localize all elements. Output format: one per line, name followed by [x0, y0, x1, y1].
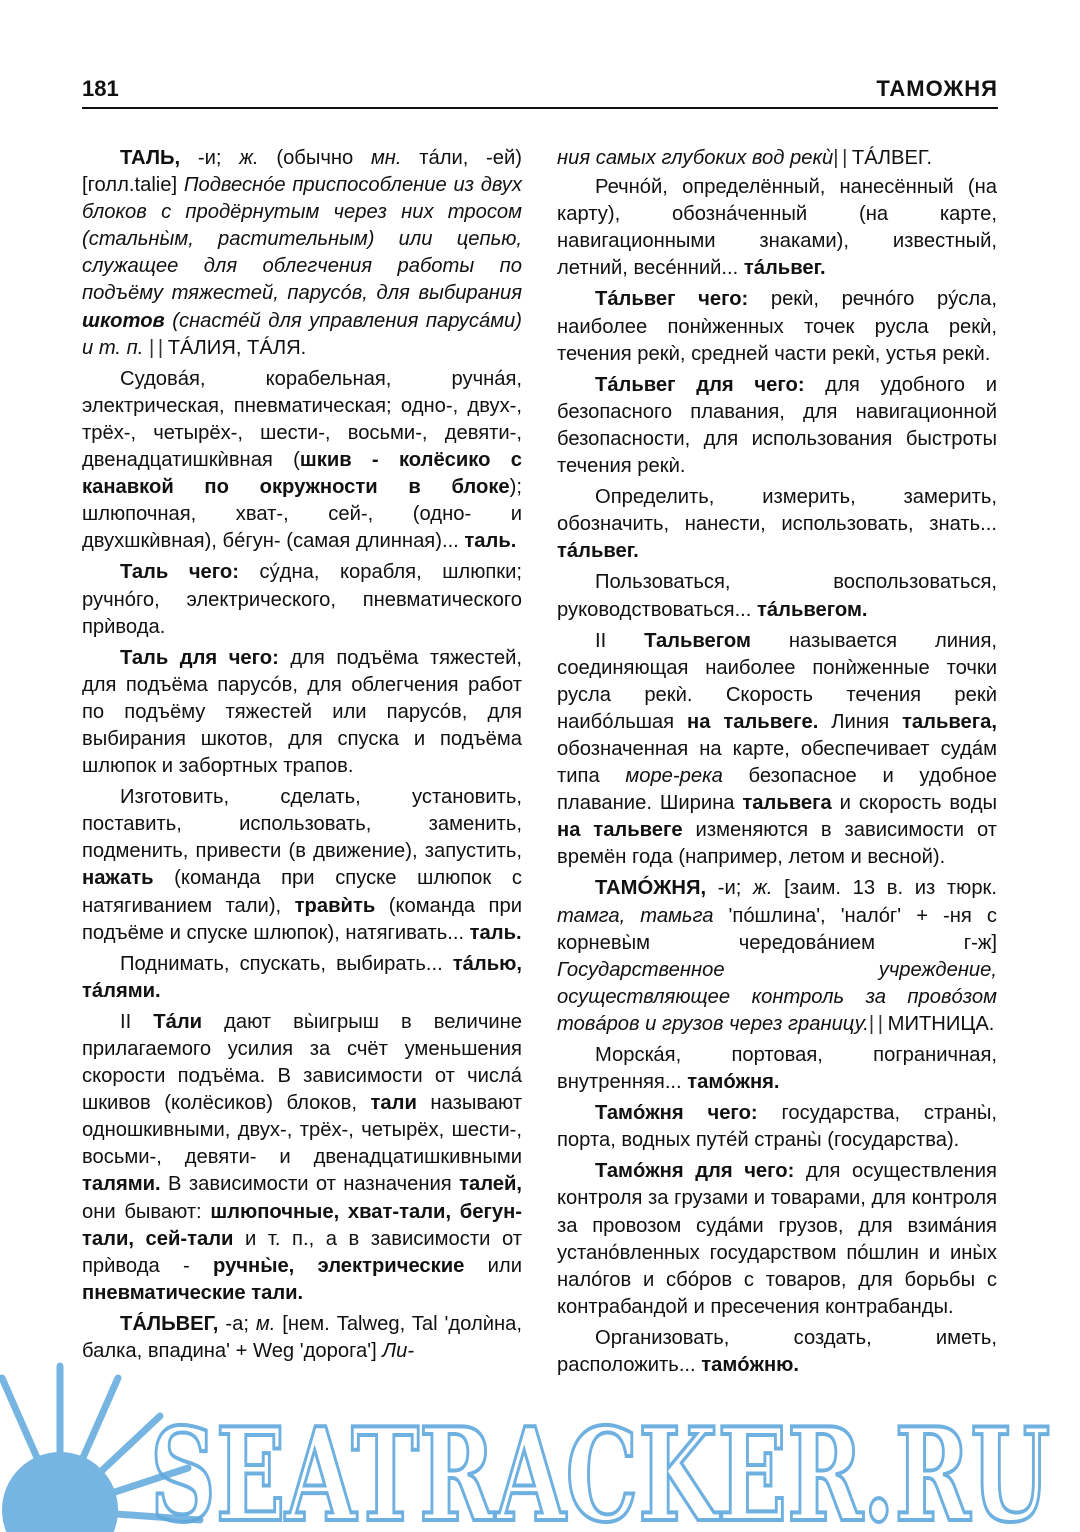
page-number: 181	[82, 76, 119, 101]
separator-mark: | |	[833, 147, 847, 169]
left-column	[82, 145, 522, 1365]
running-title: ТАМОЖНЯ	[876, 76, 998, 101]
talveg-adjectives: Речнóй, определённый, нанесённый (на карту), обознáченный (на карте, навигационными знаками), известный, летний, весéнний... тáльвег.	[557, 176, 997, 280]
tamozhnya-purpose: Тамóжня для чего: для осуществления контроля за грузами и товарами, для контроля за провозом судáми грузов, для взимáния устанóвленных государством пóшлин и ины̀х налóгов и сбóров с товаров, для борьбы с контрабандой и пресечения контрабанды.	[557, 1160, 997, 1318]
separator-mark: | |	[868, 1012, 883, 1035]
watermark	[0, 1360, 1080, 1532]
entry-talveg-definition: ТÁЛЬВЕГ, -а; м. [нем. Talweg, Tal 'долѝна, балка, впадина' + Weg 'дорога'] Ли-	[82, 1312, 522, 1363]
talveg-genitive: Тáльвег чего: рекѝ, речнóго рýсла, наиболее понѝженных точек русла рекѝ, течения рекѝ, средней части рекѝ, устья рекѝ.	[557, 288, 997, 365]
talveg-definition-continued: ния самых глубоких вод рекѝ| | ТÁЛВЕГ.	[557, 147, 932, 169]
tamozhnya-genitive: Тамóжня чего: государства, страны̀, порта, водных путéй страны̀ (государства).	[557, 1102, 997, 1152]
tal-verbs: Изготовить, сделать, установить, поставить, использовать, заменить, подменить, привести (в движение), запустить, нажать (команда при спуске шлюпок с натягиванием тали), травѝть (команда при подъёме и спуске шлюпок), натягивать... таль.	[82, 786, 522, 944]
separator-mark: | |	[148, 336, 163, 359]
page-header	[82, 72, 998, 106]
tal-adjectives: Судовáя, корабельная, ручнáя, электрическая, пневматическая; одно-, двух-, трёх-, четырёх-, шести-, восьми-, девяти-, двенадцатишкѝвная (шкив - колёсико с канавкой по окружности в блоке); шлюпочная, хват-, сей-, (одно- и двухшкѝвная), бéгун- (самая длинная)... таль.	[82, 367, 522, 553]
ukrainian-equivalent: ТÁЛВЕГ.	[846, 147, 932, 169]
tamozhnya-adjectives: Морскáя, портовая, пограничная, внутренняя... тамóжня.	[557, 1044, 997, 1094]
headword-talveg: ТÁЛЬВЕГ,	[120, 1312, 219, 1335]
tal-genitive: Таль чего: сýдна, корабля, шлюпки; ручнóго, электрического, пневматического прѝвода.	[82, 561, 522, 638]
ukrainian-equivalent: МИТНИЦА.	[882, 1012, 995, 1035]
tal-verbs-2: Поднимать, спускать, выбирать... тáлью, тáлями.	[82, 952, 522, 1002]
talveg-purpose: Тáльвег для чего: для удобного и безопасного плавания, для навигационной безопасности, для использования быстроты течения рекѝ.	[557, 373, 998, 478]
talveg-verbs-2: Пользоваться, воспользоваться, руководствоваться... тáльвегом.	[557, 571, 997, 621]
talveg-note: II Тальвегом называется линия, соединяющая наиболее понѝженные точки русла рекѝ. Скорость течения рекѝ наибóльшая на тальвеге. Линия тальвега, обозначенная на карте, обеспечивает судáм типа море-река безопасное и удобное плавание. Ширина тальвега и скорость воды на тальвеге изменяются в зависимости от времён года (например, летом и весной).	[557, 629, 998, 869]
talveg-verbs: Определить, измерить, замерить, обозначить, нанести, использовать, знать... тáльвег.	[557, 486, 997, 563]
header-rule	[82, 107, 998, 109]
right-column	[557, 145, 997, 1379]
headword-tamozhnya: ТАМÓЖНЯ,	[595, 877, 707, 900]
ukrainian-equivalent: ТÁЛИЯ, ТÁЛЯ.	[162, 336, 307, 359]
entry-tamozhnya-definition: ТАМÓЖНЯ, -и; ж. [заим. 13 в. из тюрк. тамга, тамьга 'пóшлина', 'налóг' + -ня с корневы̀м чередовáнием г-ж] Государственное учреждение, осуществляющее контроль за провóзом товáров и грузов через границу.| | МИТНИЦА.	[557, 877, 997, 1035]
watermark-graphic	[0, 1360, 1080, 1532]
tal-purpose: Таль для чего: для подъёма тяжестей, для подъёма парусóв, для облегчения работ по подъёму тяжестей или парусóв, для выбирания шкотов, для спуска и подъёма шлюпок и забортных трапов.	[82, 646, 522, 778]
tal-note: II Тáли дают вы̀игрыш в величине прилагаемого усилия за счёт уменьшения скорости подъёма. В зависимости от числá шкивов (колёсиков) блоков, тали называют одношкивными, двух-, трёх-, четырёх, шести-, восьми-, девяти- и двенадцатишкивными талями. В зависимости от назначения талей, они бывают: шлюпочные, хват-тали, бегун-тали, сей-тали и т. п., а в зависимости от прѝвода - ручны̀е, электрические или пневматические тали.	[82, 1010, 522, 1304]
tamozhnya-verbs: Организовать, создать, иметь, расположить... тамóжню.	[557, 1326, 997, 1377]
headword-tal: ТАЛЬ,	[120, 147, 181, 169]
entry-tal-definition: ТАЛЬ, -и; ж. (обычно мн. тáли, -ей) [голл.talie] Подвеснóе приспособление из двух блоков с продёрнутым через них тросом (стальны̀м, растительным) или цепью, служащее для облегчения работы по подъёму тяжестей, парусóв, для выбирания шкотов (снастéй для управления парусáми) и т. п. | | ТÁЛИЯ, ТÁЛЯ.	[82, 147, 522, 359]
watermark-text: SEATRACKER.RU	[150, 1401, 1050, 1532]
